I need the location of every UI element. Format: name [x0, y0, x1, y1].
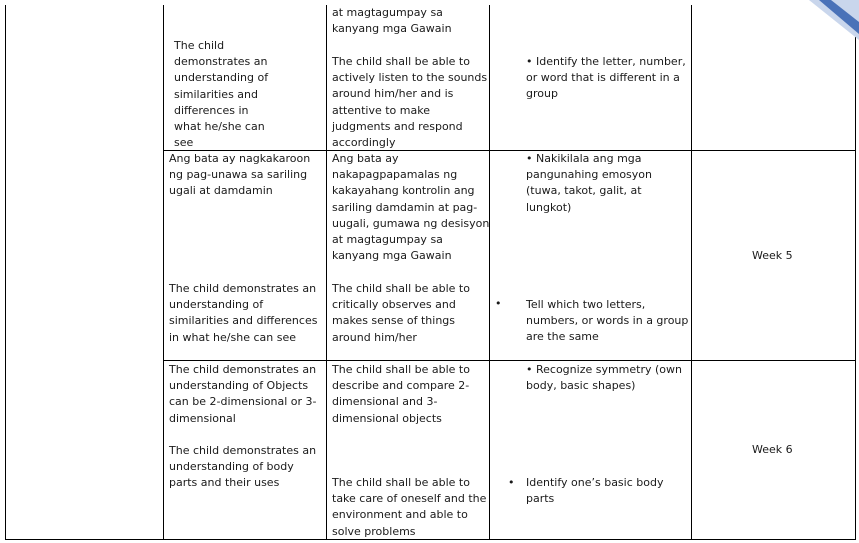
- learning-competency: Identify one’s basic body parts: [526, 476, 664, 506]
- learning-competency: • Recognize symmetry (own body, basic shapes): [526, 363, 682, 393]
- learning-competency: Tell which two letters, numbers, or words in a group are the same: [526, 298, 689, 344]
- performance-standard: The child shall be able to actively listen to the sounds around him/her and is attentive to make judgments and respond accordingly: [332, 55, 488, 150]
- content-standard-filipino: Ang bata ay nagkakaroon ng pag-unawa sa sariling ugali at damdamin: [169, 152, 311, 198]
- table-column-divider: [326, 5, 327, 540]
- content-standard: The child demonstrates an understanding of similarities and differences in what he/she can see: [169, 282, 318, 344]
- table-row-divider: [163, 360, 856, 361]
- learning-competency-filipino: • Nakikilala ang mga pangunahing emosyon (tuwa, takot, galit, at lungkot): [526, 152, 652, 214]
- table-column-divider: [691, 5, 692, 540]
- table-border-left: [5, 5, 6, 540]
- week-label: Week 5: [752, 249, 793, 262]
- table-column-divider: [489, 5, 490, 540]
- bullet-icon: •: [508, 476, 515, 489]
- page-corner-icon: [809, 0, 859, 40]
- table-column-divider: [163, 5, 164, 540]
- table-border-right: [855, 5, 856, 540]
- performance-standard-filipino: Ang bata ay nakapagpapamalas ng kakayahang kontrolin ang sariling damdamin at pag- uugali, gumawa ng desisyon at magtagumpay sa kanyang mga Gawain: [332, 152, 490, 263]
- content-standard: The child demonstrates an understanding of Objects can be 2-dimensional or 3- dimensional: [169, 363, 317, 425]
- bullet-icon: •: [495, 297, 502, 310]
- week-label: Week 6: [752, 443, 793, 456]
- performance-standard: The child shall be able to take care of oneself and the environment and able to solve problems: [332, 476, 487, 538]
- performance-standard: The child shall be able to describe and compare 2- dimensional and 3- dimensional objects: [332, 363, 470, 425]
- learning-competency: • Identify the letter, number, or word that is different in a group: [526, 55, 686, 101]
- content-standard: The child demonstrates an understanding of body parts and their uses: [169, 444, 317, 490]
- content-standard: The child demonstrates an understanding of similarities and differences in what he/she can see: [174, 39, 269, 150]
- performance-standard: The child shall be able to critically observes and makes sense of things around him/her: [332, 282, 470, 344]
- performance-standard-continued: at magtagumpay sa kanyang mga Gawain: [332, 6, 452, 36]
